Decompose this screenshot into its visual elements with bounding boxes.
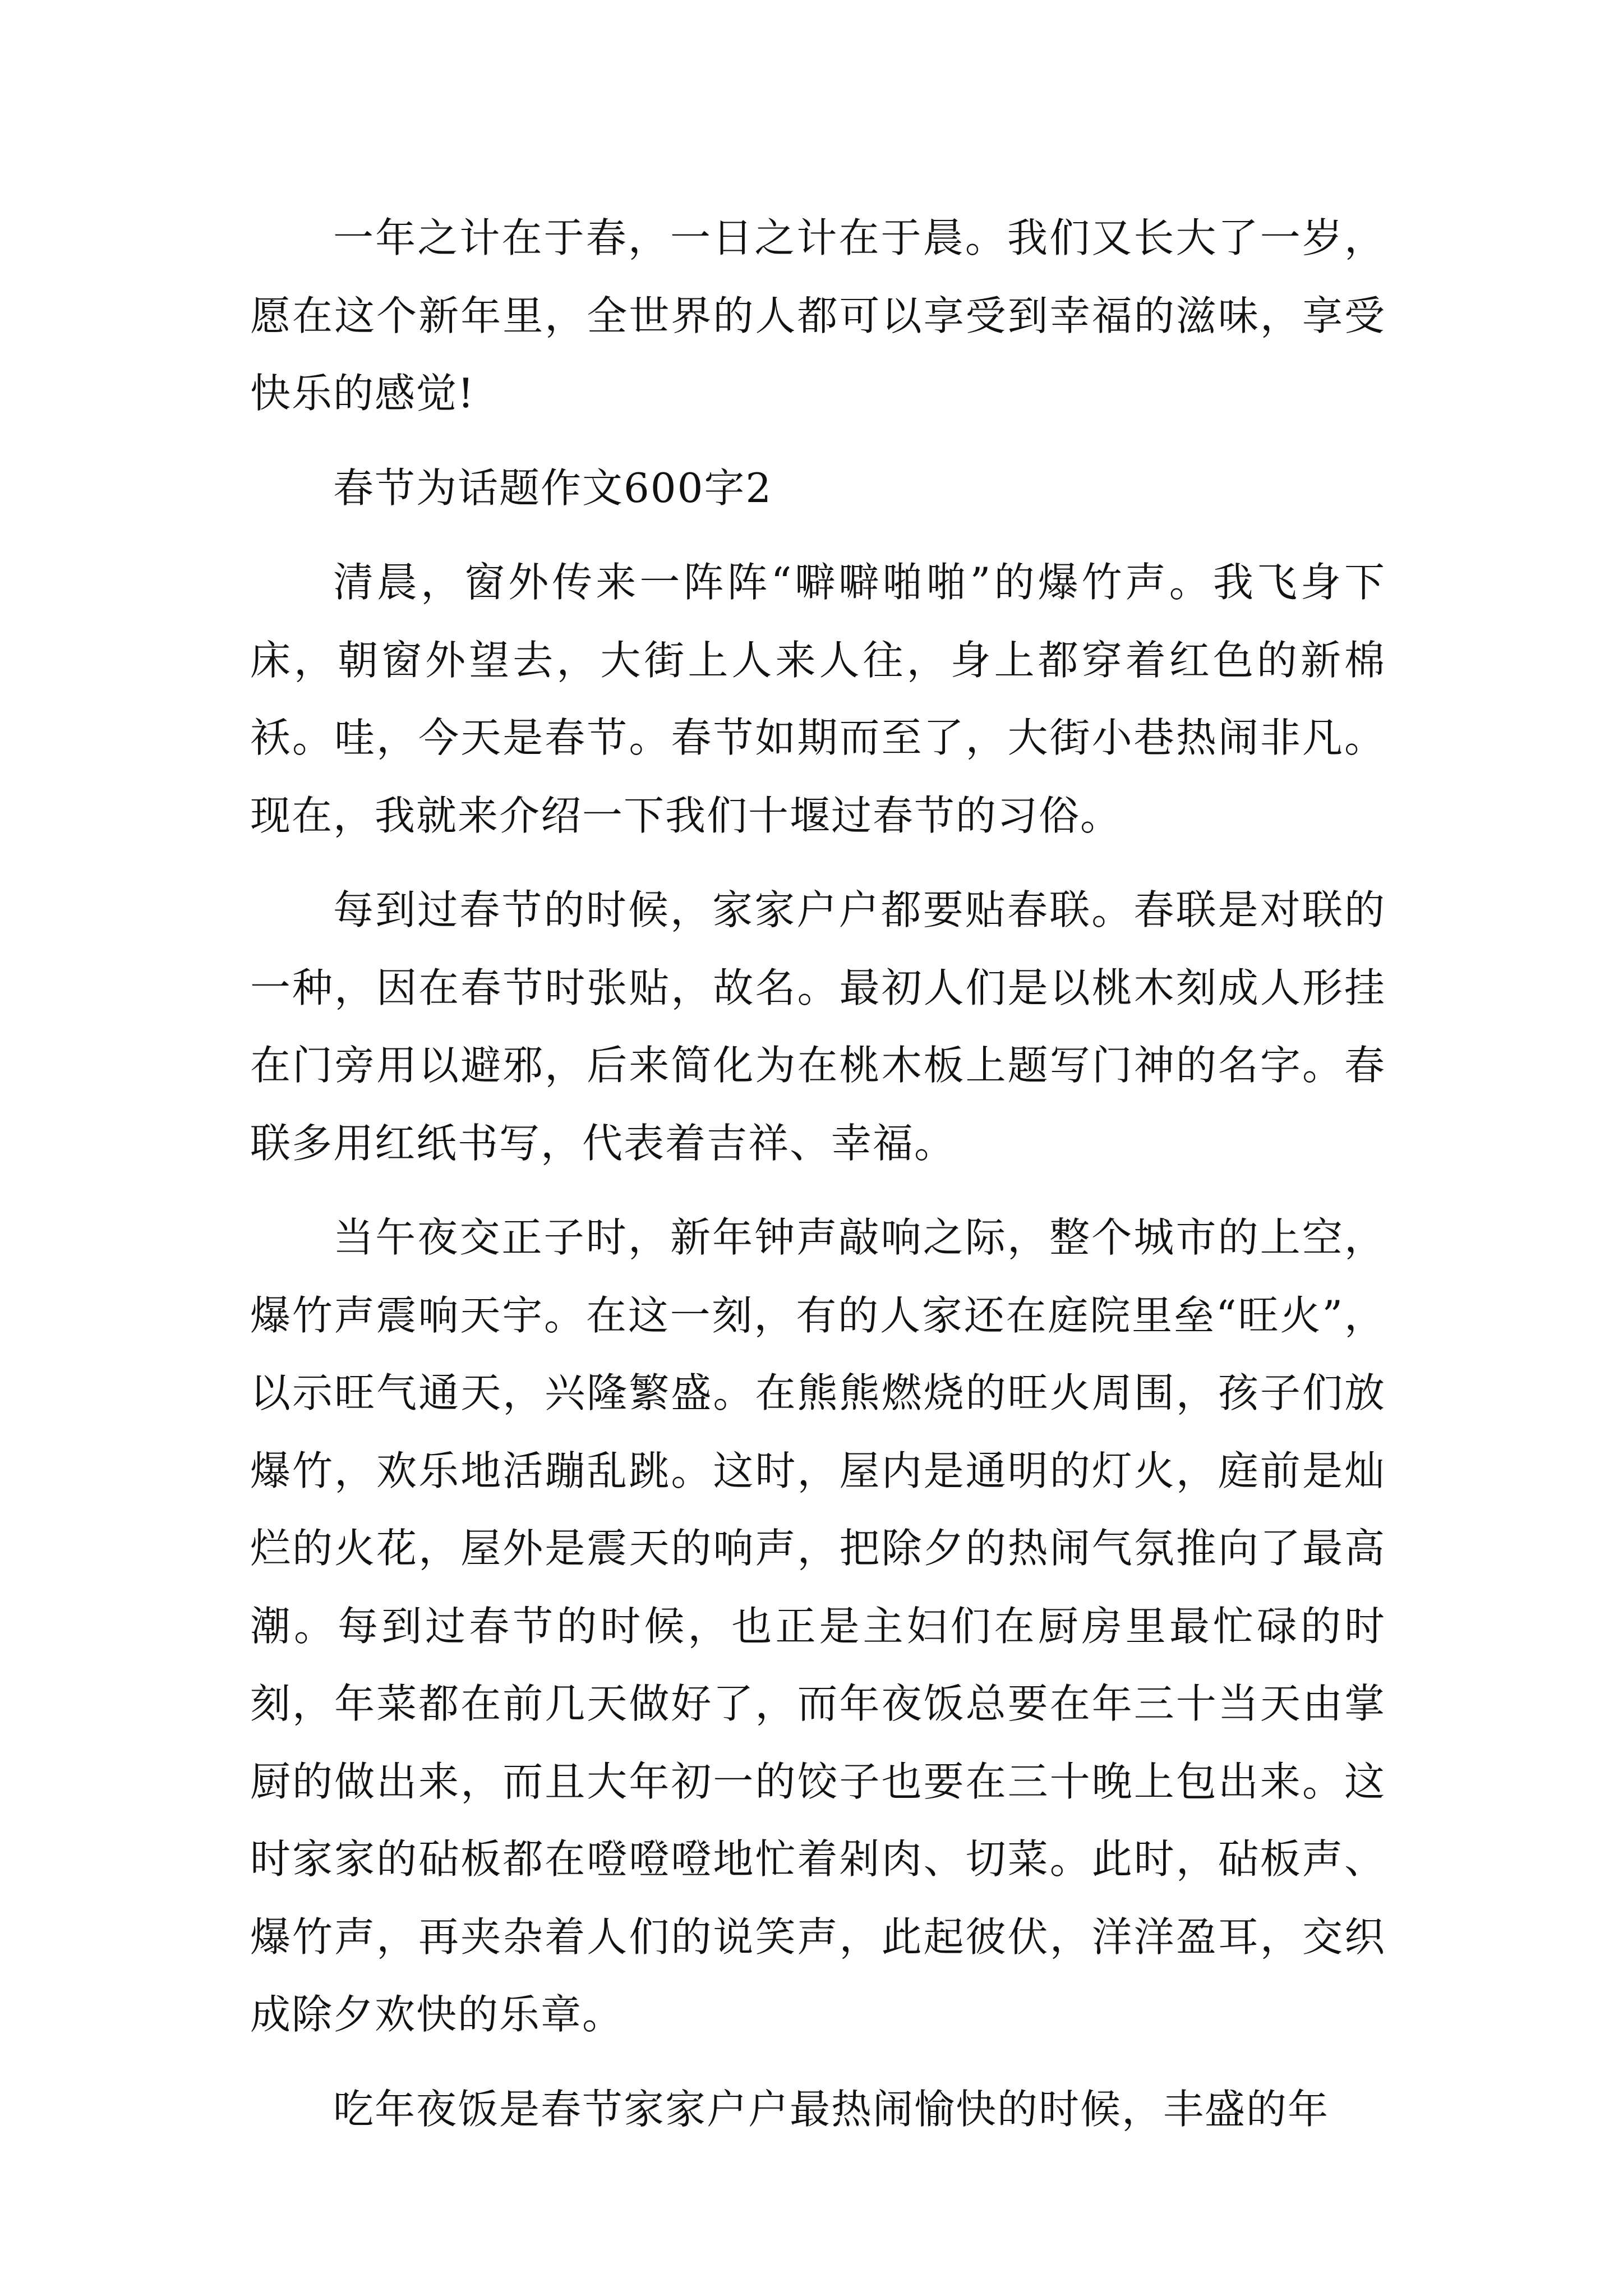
paragraph-couplets: 每到过春节的时候，家家户户都要贴春联。春联是对联的一种，因在春节时张贴，故名。最初人们是以桃木刻成人形挂在门旁用以避邪，后来简化为在桃木板上题写门神的名字。春联多用红纸书写，代表着吉祥、幸福。 [250,886,1386,1167]
paragraph-intro: 一年之计在于春，一日之计在于晨。我们又长大了一岁，愿在这个新年里，全世界的人都可以享受到幸福的滋味，享受快乐的感觉! [250,214,1386,417]
paragraph-morning: 清晨，窗外传来一阵阵“噼噼啪啪”的爆竹声。我飞身下床，朝窗外望去，大街上人来人往，身上都穿着红色的新棉袄。哇，今天是春节。春节如期而至了，大街小巷热闹非凡。现在，我就来介绍一下我们十堰过春节的习俗。 [250,559,1386,839]
essay-title: 春节为话题作文600字2 [333,464,773,512]
paragraph-midnight: 当午夜交正子时，新年钟声敲响之际，整个城市的上空，爆竹声震响天宇。在这一刻，有的人家还在庭院里垒“旺火”，以示旺气通天，兴隆繁盛。在熊熊燃烧的旺火周围，孩子们放爆竹，欢乐地活蹦乱跳。这时，屋内是通明的灯火，庭前是灿烂的火花，屋外是震天的响声，把除夕的热闹气氛推向了最高潮。每到过春节的时候，也正是主妇们在厨房里最忙碌的时刻，年菜都在前几天做好了，而年夜饭总要在年三十当天由掌厨的做出来，而且大年初一的饺子也要在三十晚上包出来。这时家家的砧板都在噔噔噔地忙着剁肉、切菜。此时，砧板声、爆竹声，再夹杂着人们的说笑声，此起彼伏，洋洋盈耳，交织成除夕欢快的乐章。 [250,1214,1386,2038]
document-body [250,199,1386,2165]
paragraph-dinner: 吃年夜饭是春节家家户户最热闹愉快的时候，丰盛的年 [333,2085,1330,2133]
